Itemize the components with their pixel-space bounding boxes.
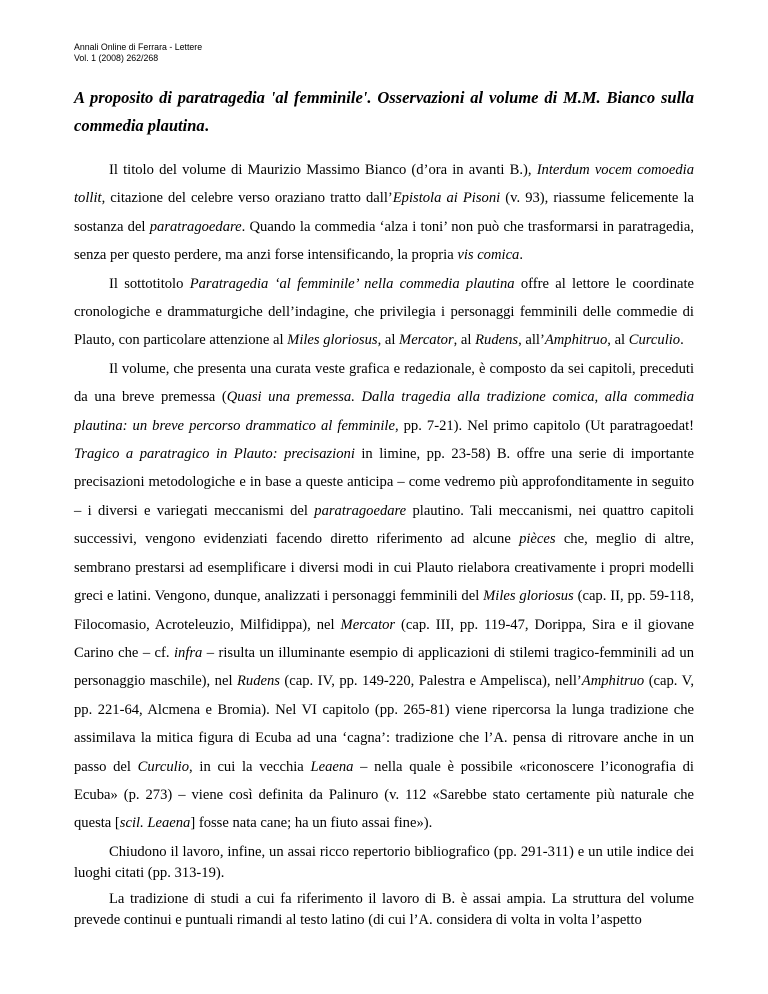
article-title-end: . — [204, 116, 209, 135]
article-title — [74, 84, 694, 140]
journal-volume: Vol. 1 (2008) 262/268 — [74, 53, 159, 63]
journal-name: Annali Online di Ferrara - Lettere — [74, 42, 203, 52]
journal-header — [74, 42, 202, 64]
paragraph-4: Chiudono il lavoro, infine, un assai ricco repertorio bibliografico (pp. 291-311) e un utile indice dei luoghi citati (pp. 313-19). — [74, 843, 694, 882]
article-body — [74, 156, 694, 932]
paragraph-3: Il volume, che presenta una curata veste grafica e redazionale, è composto da sei capitoli, preceduti da una breve premessa (Quasi una premessa. Dalla tragedia alla tradizione comica, alla commedia plautina: un breve percorso drammatico al femminile, pp. 7-21). Nel primo capitolo (Ut paratragoedat! Tragico a paratragico in Plauto: precisazioni in limine, pp. 23-58) B. offre una serie di importante precisazioni metodologiche e in base a queste anticipa – come vedremo più approfonditamente in seguito – i diversi e variegati meccanismi del paratragoedare plautino. Tali meccanismi, nei quattro capitoli successivi, vengono evidenziati facendo diretto riferimento ad alcune pièces che, meglio di altre, sembrano prestarsi ad esemplificare i diversi modi in cui Plauto rielabora creativamente i propri modelli greci e latini. Vengono, dunque, analizzati i personaggi femminili del Miles gloriosus (cap. II, pp. 59-118, Filocomasio, Acroteleuzio, Milfidippa), nel Mercator (cap. III, pp. 119-47, Dorippa, Sira e il giovane Carino che – cf. infra – risulta un illuminante esempio di applicazioni di stilemi tragico-femminili ad un personaggio maschile), nel Rudens (cap. IV, pp. 149-220, Palestra e Ampelisca), nell’Amphitruo (cap. V, pp. 221-64, Alcmena e Bromia). Nel VI capitolo (pp. 265-81) viene ripercorsa la lunga tradizione che assimilava la mitica figura di Ecuba ad una ‘cagna’: tradizione che l’A. pensa di ritrovare anche in un passo del Curculio, in cui la vecchia Leaena – nella quale è possibile «riconoscere l’iconografia di Ecuba» (p. 273) – viene così definita da Palinuro (v. 112 «Sarebbe stato certamente più naturale che questa [scil. Leaena] fosse nata cane; ha un fiuto assai fine»). — [74, 360, 695, 832]
paragraph-2: Il sottotitolo Paratragedia ‘al femminile’ nella commedia plautina offre al lettore le coordinate cronologiche e drammaturgiche dell’indagine, che privilegia i personaggi femminili delle commedie di Plauto, con particolare attenzione al Miles gloriosus, al Mercator, al Rudens, all’Amphitruo, al Curculio. — [74, 275, 694, 349]
article-title-text: A proposito di paratragedia 'al femminile'. Osservazioni al volume di M.M. Bianco sulla commedia plautina — [74, 88, 694, 135]
paragraph-1: Il titolo del volume di Maurizio Massimo Bianco (d’ora in avanti B.), Interdum vocem comoedia tollit, citazione del celebre verso oraziano tratto dall’Epistola ai Pisoni (v. 93), riassume felicemente la sostanza del paratragoedare. Quando la commedia ‘alza i toni’ non può che trasformarsi in paratragedia, senza per questo perdere, ma anzi forse intensificando, la propria vis comica. — [74, 162, 695, 264]
paragraph-5: La tradizione di studi a cui fa riferimento il lavoro di B. è assai ampia. La struttura del volume prevede continui e puntuali rimandi al testo latino (di cui l’A. considera di volta in volta l’aspetto — [74, 890, 694, 929]
